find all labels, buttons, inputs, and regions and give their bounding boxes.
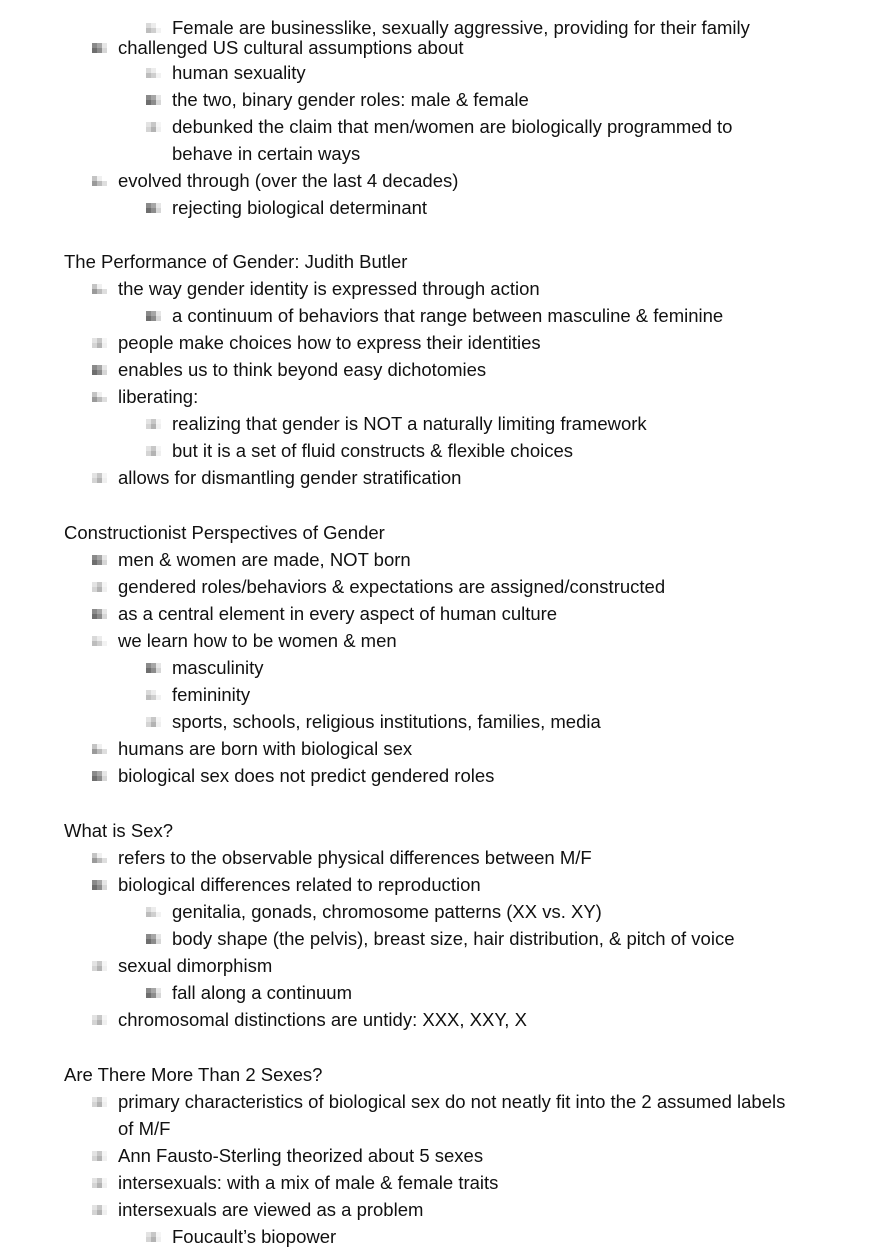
bullet-icon bbox=[146, 95, 162, 105]
section-heading: What is Sex? bbox=[64, 820, 173, 841]
bullet-icon bbox=[92, 961, 108, 971]
list-item: chromosomal distinctions are untidy: XXX, XXY, X bbox=[118, 1006, 527, 1033]
list-item-continuation: behave in certain ways bbox=[172, 143, 361, 164]
list-item: intersexuals: with a mix of male & female traits bbox=[118, 1169, 498, 1196]
list-item: body shape (the pelvis), breast size, hair distribution, & pitch of voice bbox=[172, 925, 734, 952]
list-item: humans are born with biological sex bbox=[118, 735, 412, 762]
bullet-icon bbox=[92, 582, 108, 592]
list-item: people make choices how to express their identities bbox=[118, 329, 541, 356]
bullet-icon bbox=[146, 203, 162, 213]
list-item: femininity bbox=[172, 681, 250, 708]
bullet-icon bbox=[92, 176, 108, 186]
list-item: challenged US cultural assumptions about bbox=[118, 34, 464, 61]
list-item: the two, binary gender roles: male & female bbox=[172, 86, 529, 113]
list-item: debunked the claim that men/women are biologically programmed to bbox=[172, 113, 732, 140]
bullet-icon bbox=[92, 744, 108, 754]
list-item: evolved through (over the last 4 decades) bbox=[118, 167, 458, 194]
bullet-icon bbox=[92, 392, 108, 402]
list-item: we learn how to be women & men bbox=[118, 627, 397, 654]
bullet-icon bbox=[146, 311, 162, 321]
bullet-icon bbox=[92, 636, 108, 646]
bullet-icon bbox=[146, 23, 162, 33]
section-heading: Are There More Than 2 Sexes? bbox=[64, 1064, 323, 1085]
list-item: human sexuality bbox=[172, 59, 306, 86]
bullet-icon bbox=[146, 419, 162, 429]
list-item: realizing that gender is NOT a naturally limiting framework bbox=[172, 410, 647, 437]
section-heading: Constructionist Perspectives of Gender bbox=[64, 522, 385, 543]
list-item: masculinity bbox=[172, 654, 264, 681]
list-item: refers to the observable physical differences between M/F bbox=[118, 844, 592, 871]
bullet-icon bbox=[92, 609, 108, 619]
list-item: allows for dismantling gender stratification bbox=[118, 464, 461, 491]
list-item: sports, schools, religious institutions, families, media bbox=[172, 708, 601, 735]
bullet-icon bbox=[146, 988, 162, 998]
bullet-icon bbox=[146, 934, 162, 944]
list-item: sexual dimorphism bbox=[118, 952, 272, 979]
bullet-icon bbox=[92, 338, 108, 348]
list-item: biological differences related to reproduction bbox=[118, 871, 481, 898]
bullet-icon bbox=[146, 122, 162, 132]
bullet-icon bbox=[92, 853, 108, 863]
list-item: a continuum of behaviors that range between masculine & feminine bbox=[172, 302, 723, 329]
bullet-icon bbox=[92, 473, 108, 483]
list-item: Foucault’s biopower bbox=[172, 1223, 336, 1250]
list-item: enables us to think beyond easy dichotomies bbox=[118, 356, 486, 383]
bullet-icon bbox=[146, 690, 162, 700]
bullet-icon bbox=[146, 663, 162, 673]
bullet-icon bbox=[92, 1205, 108, 1215]
bullet-icon bbox=[146, 1232, 162, 1242]
section-heading: The Performance of Gender: Judith Butler bbox=[64, 251, 408, 272]
list-item: Female are businesslike, sexually aggressive, providing for their family bbox=[172, 14, 750, 41]
list-item: biological sex does not predict gendered roles bbox=[118, 762, 494, 789]
list-item: genitalia, gonads, chromosome patterns (XX vs. XY) bbox=[172, 898, 602, 925]
list-item: Ann Fausto-Sterling theorized about 5 sexes bbox=[118, 1142, 483, 1169]
bullet-icon bbox=[92, 1151, 108, 1161]
list-item: but it is a set of fluid constructs & flexible choices bbox=[172, 437, 573, 464]
bullet-icon bbox=[92, 1015, 108, 1025]
list-item: liberating: bbox=[118, 383, 198, 410]
bullet-icon bbox=[146, 68, 162, 78]
list-item: intersexuals are viewed as a problem bbox=[118, 1196, 423, 1223]
bullet-icon bbox=[146, 446, 162, 456]
bullet-icon bbox=[146, 907, 162, 917]
list-item: the way gender identity is expressed through action bbox=[118, 275, 540, 302]
list-item: as a central element in every aspect of human culture bbox=[118, 600, 557, 627]
bullet-icon bbox=[92, 365, 108, 375]
bullet-icon bbox=[92, 1178, 108, 1188]
bullet-icon bbox=[92, 284, 108, 294]
bullet-icon bbox=[92, 555, 108, 565]
bullet-icon bbox=[146, 717, 162, 727]
list-item-continuation: of M/F bbox=[118, 1118, 171, 1139]
bullet-icon bbox=[92, 43, 108, 53]
bullet-icon bbox=[92, 771, 108, 781]
list-item: rejecting biological determinant bbox=[172, 194, 427, 221]
list-item: primary characteristics of biological sex do not neatly fit into the 2 assumed labels bbox=[118, 1088, 785, 1115]
list-item: fall along a continuum bbox=[172, 979, 352, 1006]
bullet-icon bbox=[92, 880, 108, 890]
list-item: men & women are made, NOT born bbox=[118, 546, 411, 573]
bullet-icon bbox=[92, 1097, 108, 1107]
list-item: gendered roles/behaviors & expectations are assigned/constructed bbox=[118, 573, 665, 600]
